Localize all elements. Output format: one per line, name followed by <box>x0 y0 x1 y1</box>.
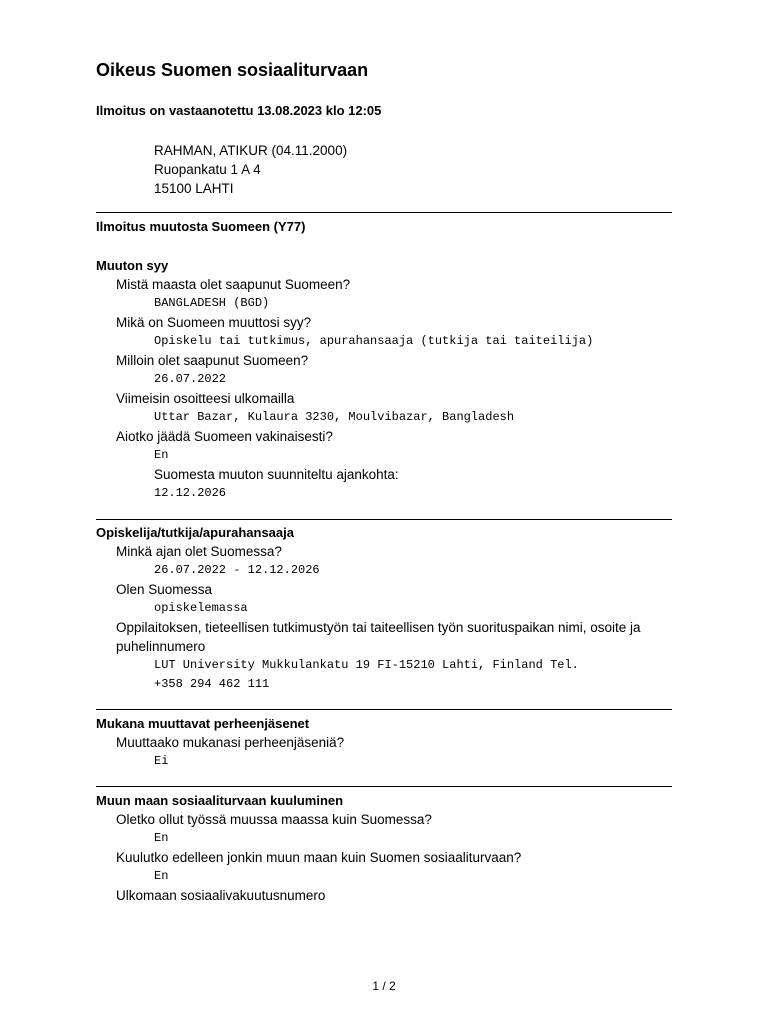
question-foreign-social-security: Kuulutko edelleen jonkin muun maan kuin Suomen sosiaaliturvaan? <box>116 850 522 865</box>
question-stay-permanently: Aiotko jäädä Suomeen vakinaisesti? <box>116 429 333 444</box>
answer-origin-country: BANGLADESH (BGD) <box>154 296 270 310</box>
page-number: 1 / 2 <box>372 979 396 993</box>
section-student <box>96 523 672 694</box>
recipient-address <box>154 141 347 198</box>
divider <box>96 709 672 710</box>
document-page <box>96 0 672 1024</box>
answer-foreign-social-security: En <box>154 869 169 883</box>
answer-institution-line1: LUT University Mukkulankatu 19 FI-15210 Lahti, Finland Tel. <box>154 658 579 672</box>
answer-previous-address: Uttar Bazar, Kulaura 3230, Moulvibazar, Bangladesh <box>154 410 515 424</box>
section-foreign-security <box>96 791 672 905</box>
section-heading: Muuton syy <box>96 258 169 273</box>
question-worked-abroad: Oletko ollut työssä muussa maassa kuin Suomessa? <box>116 812 432 827</box>
recipient-name: RAHMAN, ATIKUR (04.11.2000) <box>154 143 348 158</box>
answer-move-reason: Opiskelu tai tutkimus, apurahansaaja (tutkija tai taiteilija) <box>154 334 594 348</box>
question-foreign-insurance-number: Ulkomaan sosiaalivakuutusnumero <box>116 888 326 903</box>
answer-purpose: opiskelemassa <box>154 601 248 615</box>
question-origin-country: Mistä maasta olet saapunut Suomeen? <box>116 277 351 292</box>
question-previous-address: Viimeisin osoitteesi ulkomailla <box>116 391 295 406</box>
answer-stay-period: 26.07.2022 - 12.12.2026 <box>154 563 320 577</box>
form-title: Ilmoitus muutosta Suomeen (Y77) <box>96 219 306 234</box>
answer-arrival-date: 26.07.2022 <box>154 372 227 386</box>
question-institution: Oppilaitoksen, tieteellisen tutkimustyön tai taiteellisen työn suorituspaikan nimi, osoite ja puhelinnumero <box>116 620 641 654</box>
recipient-street: Ruopankatu 1 A 4 <box>154 162 261 177</box>
section-family <box>96 714 672 771</box>
recipient-city: 15100 LAHTI <box>154 181 234 196</box>
divider <box>96 212 672 213</box>
section-heading: Muun maan sosiaaliturvaan kuuluminen <box>96 793 344 808</box>
received-notice: Ilmoitus on vastaanotettu 13.08.2023 klo 12:05 <box>96 103 382 118</box>
planned-departure-label: Suomesta muuton suunniteltu ajankohta: <box>154 467 399 482</box>
question-purpose: Olen Suomessa <box>116 582 213 597</box>
answer-family-moving: Ei <box>154 754 169 768</box>
divider <box>96 786 672 787</box>
divider <box>96 519 672 520</box>
document-title: Oikeus Suomen sosiaaliturvaan <box>96 60 369 80</box>
question-move-reason: Mikä on Suomeen muuttosi syy? <box>116 315 312 330</box>
question-family-moving: Muuttaako mukanasi perheenjäseniä? <box>116 735 345 750</box>
section-heading: Mukana muuttavat perheenjäsenet <box>96 716 310 731</box>
question-stay-period: Minkä ajan olet Suomessa? <box>116 544 282 559</box>
section-heading: Opiskelija/tutkija/apurahansaaja <box>96 525 294 540</box>
answer-planned-departure: 12.12.2026 <box>154 486 227 500</box>
question-arrival-date: Milloin olet saapunut Suomeen? <box>116 353 309 368</box>
answer-stay-permanently: En <box>154 448 169 462</box>
section-move-reason <box>96 256 672 503</box>
answer-worked-abroad: En <box>154 831 169 845</box>
answer-institution-line2: +358 294 462 111 <box>154 677 270 691</box>
